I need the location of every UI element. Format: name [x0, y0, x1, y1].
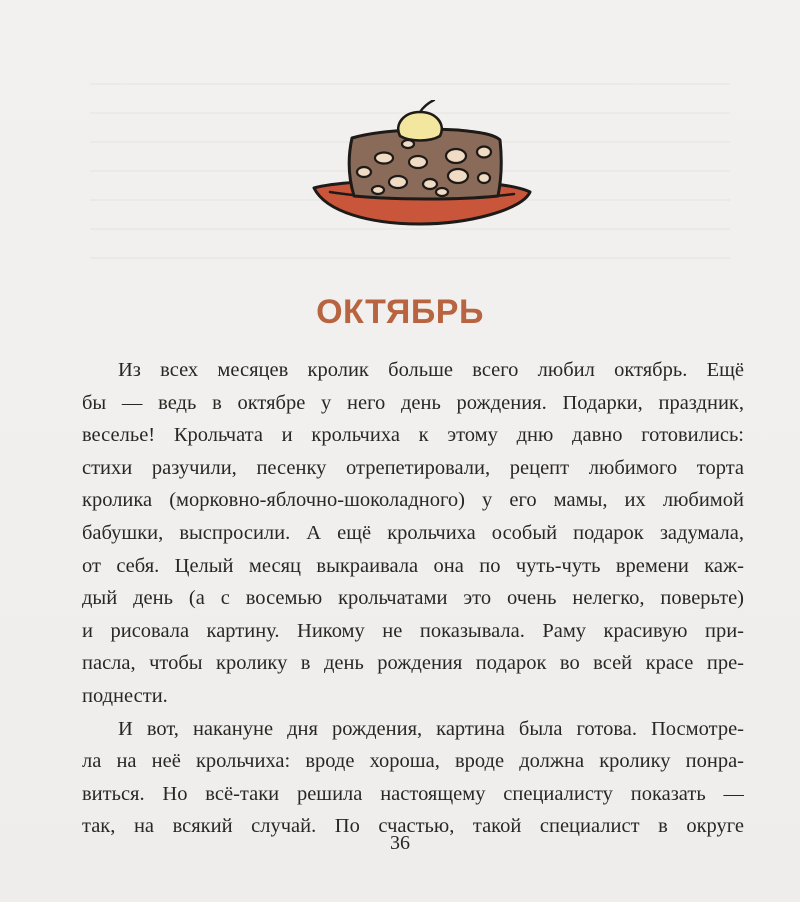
paragraph — [82, 713, 744, 843]
text-line: кролика (морковно-яблочно-шоколадного) у его мамы, их любимой — [82, 489, 744, 512]
cake-on-plate-icon — [308, 100, 534, 232]
text-line: веселье! Крольчата и крольчиха к этому дню давно готовились: — [82, 424, 744, 447]
page-number: 36 — [390, 832, 410, 854]
text-line: пасла, чтобы кролику в день рождения подарок во всей красе пре- — [82, 652, 744, 675]
text-line: поднести. — [82, 684, 168, 707]
chapter-title: ОКТЯБРЬ — [316, 293, 484, 331]
text-line: И вот, накануне дня рождения, картина была готова. Посмотре- — [118, 717, 744, 740]
text-line: виться. Но всё-таки решила настоящему специалисту показать — — [82, 782, 744, 805]
text-line: Из всех месяцев кролик больше всего любил октябрь. Ещё — [118, 359, 744, 381]
text-line: бы — ведь в октябре у него день рождения. Подарки, праздник, — [82, 391, 744, 414]
text-line: и рисовала картину. Никому не показывала. Раму красивую при- — [82, 619, 744, 642]
text-line: ла на неё крольчиха: вроде хороша, вроде должна кролику понра- — [82, 750, 744, 773]
text-line: от себя. Целый месяц выкраивала она по чуть-чуть времени каж- — [82, 554, 744, 577]
text-line: дый день (а с восемью крольчатами это очень нелегко, поверьте) — [82, 587, 744, 610]
text-line: стихи разучили, песенку отрепетировали, рецепт любимого торта — [82, 456, 744, 479]
text-line: так, на всякий случай. По счастью, такой специалист в округе — [82, 815, 744, 838]
chapter-body — [82, 354, 744, 843]
text-line: бабушки, выспросили. А ещё крольчиха особый подарок задумала, — [82, 521, 744, 544]
paragraph — [82, 354, 744, 713]
